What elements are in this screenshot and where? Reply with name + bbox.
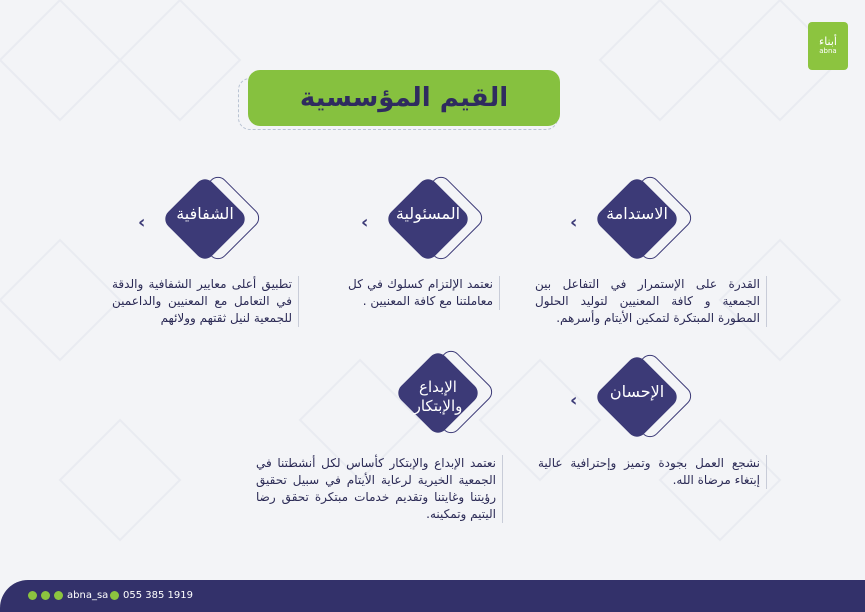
chevron-left-icon: ‹ — [570, 390, 578, 411]
value-label-line1: الإبداع — [419, 378, 457, 396]
value-desc-transparency: تطبيق أعلى معايير الشفافية والدقة في التعامل مع المعنيين والداعمين للجمعية لنيل ثقتهم وولائهم — [112, 276, 299, 327]
logo-subtext: abna — [819, 47, 837, 56]
value-label — [383, 378, 493, 416]
value-card-responsibility — [361, 182, 493, 282]
value-card-transparency — [138, 182, 270, 282]
phone-number: 055 385 1919 — [123, 590, 193, 601]
snapchat-icon[interactable] — [41, 591, 50, 600]
instagram-icon[interactable] — [54, 591, 63, 600]
value-label: الشفافية — [176, 204, 234, 223]
value-desc-responsibility: نعتمد الإلتزام كسلوك في كل معاملتنا مع كافة المعنيين . — [348, 276, 500, 310]
chevron-left-icon: ‹ — [361, 212, 369, 233]
logo-text: أبناء — [819, 35, 837, 49]
chevron-left-icon: ‹ — [138, 212, 146, 233]
value-label: الاستدامة — [606, 204, 668, 223]
value-desc-innovation: نعتمد الإبداع والإبتكار كأساس لكل أنشطتنا في الجمعية الخيرية لرعاية الأيتام في سبيل تحقيق رؤيتنا وغايتنا وتقديم خدمات مبتكرة تحقق رضا اليتيم وتمكينه. — [256, 455, 503, 523]
value-desc-sustainability: القدرة على الإستمرار في التفاعل بين الجمعية و كافة المعنيين لتوليد الحلول المطورة المبتكرة لتمكين الأيتام وأسرهم. — [535, 276, 767, 327]
social-handle: abna_sa — [67, 590, 109, 601]
phone-icon — [110, 591, 119, 600]
value-label-line2: والإبتكار — [413, 396, 463, 415]
social-links — [28, 590, 108, 601]
twitter-icon[interactable] — [28, 591, 37, 600]
value-card-sustainability — [570, 182, 702, 282]
value-card-excellence — [570, 360, 702, 460]
value-label: الإحسان — [609, 382, 665, 401]
value-label: المسئولية — [395, 204, 461, 223]
footer-bar — [0, 580, 865, 612]
value-desc-excellence: نشجع العمل بجودة وتميز وإحترافية عالية إبتغاء مرضاة الله. — [538, 455, 767, 489]
value-card-innovation — [383, 356, 503, 456]
abna-logo — [808, 22, 848, 70]
chevron-left-icon: ‹ — [570, 212, 578, 233]
phone-contact — [110, 590, 193, 601]
page-title: القيم المؤسسية — [248, 70, 560, 126]
title-banner — [248, 70, 560, 126]
